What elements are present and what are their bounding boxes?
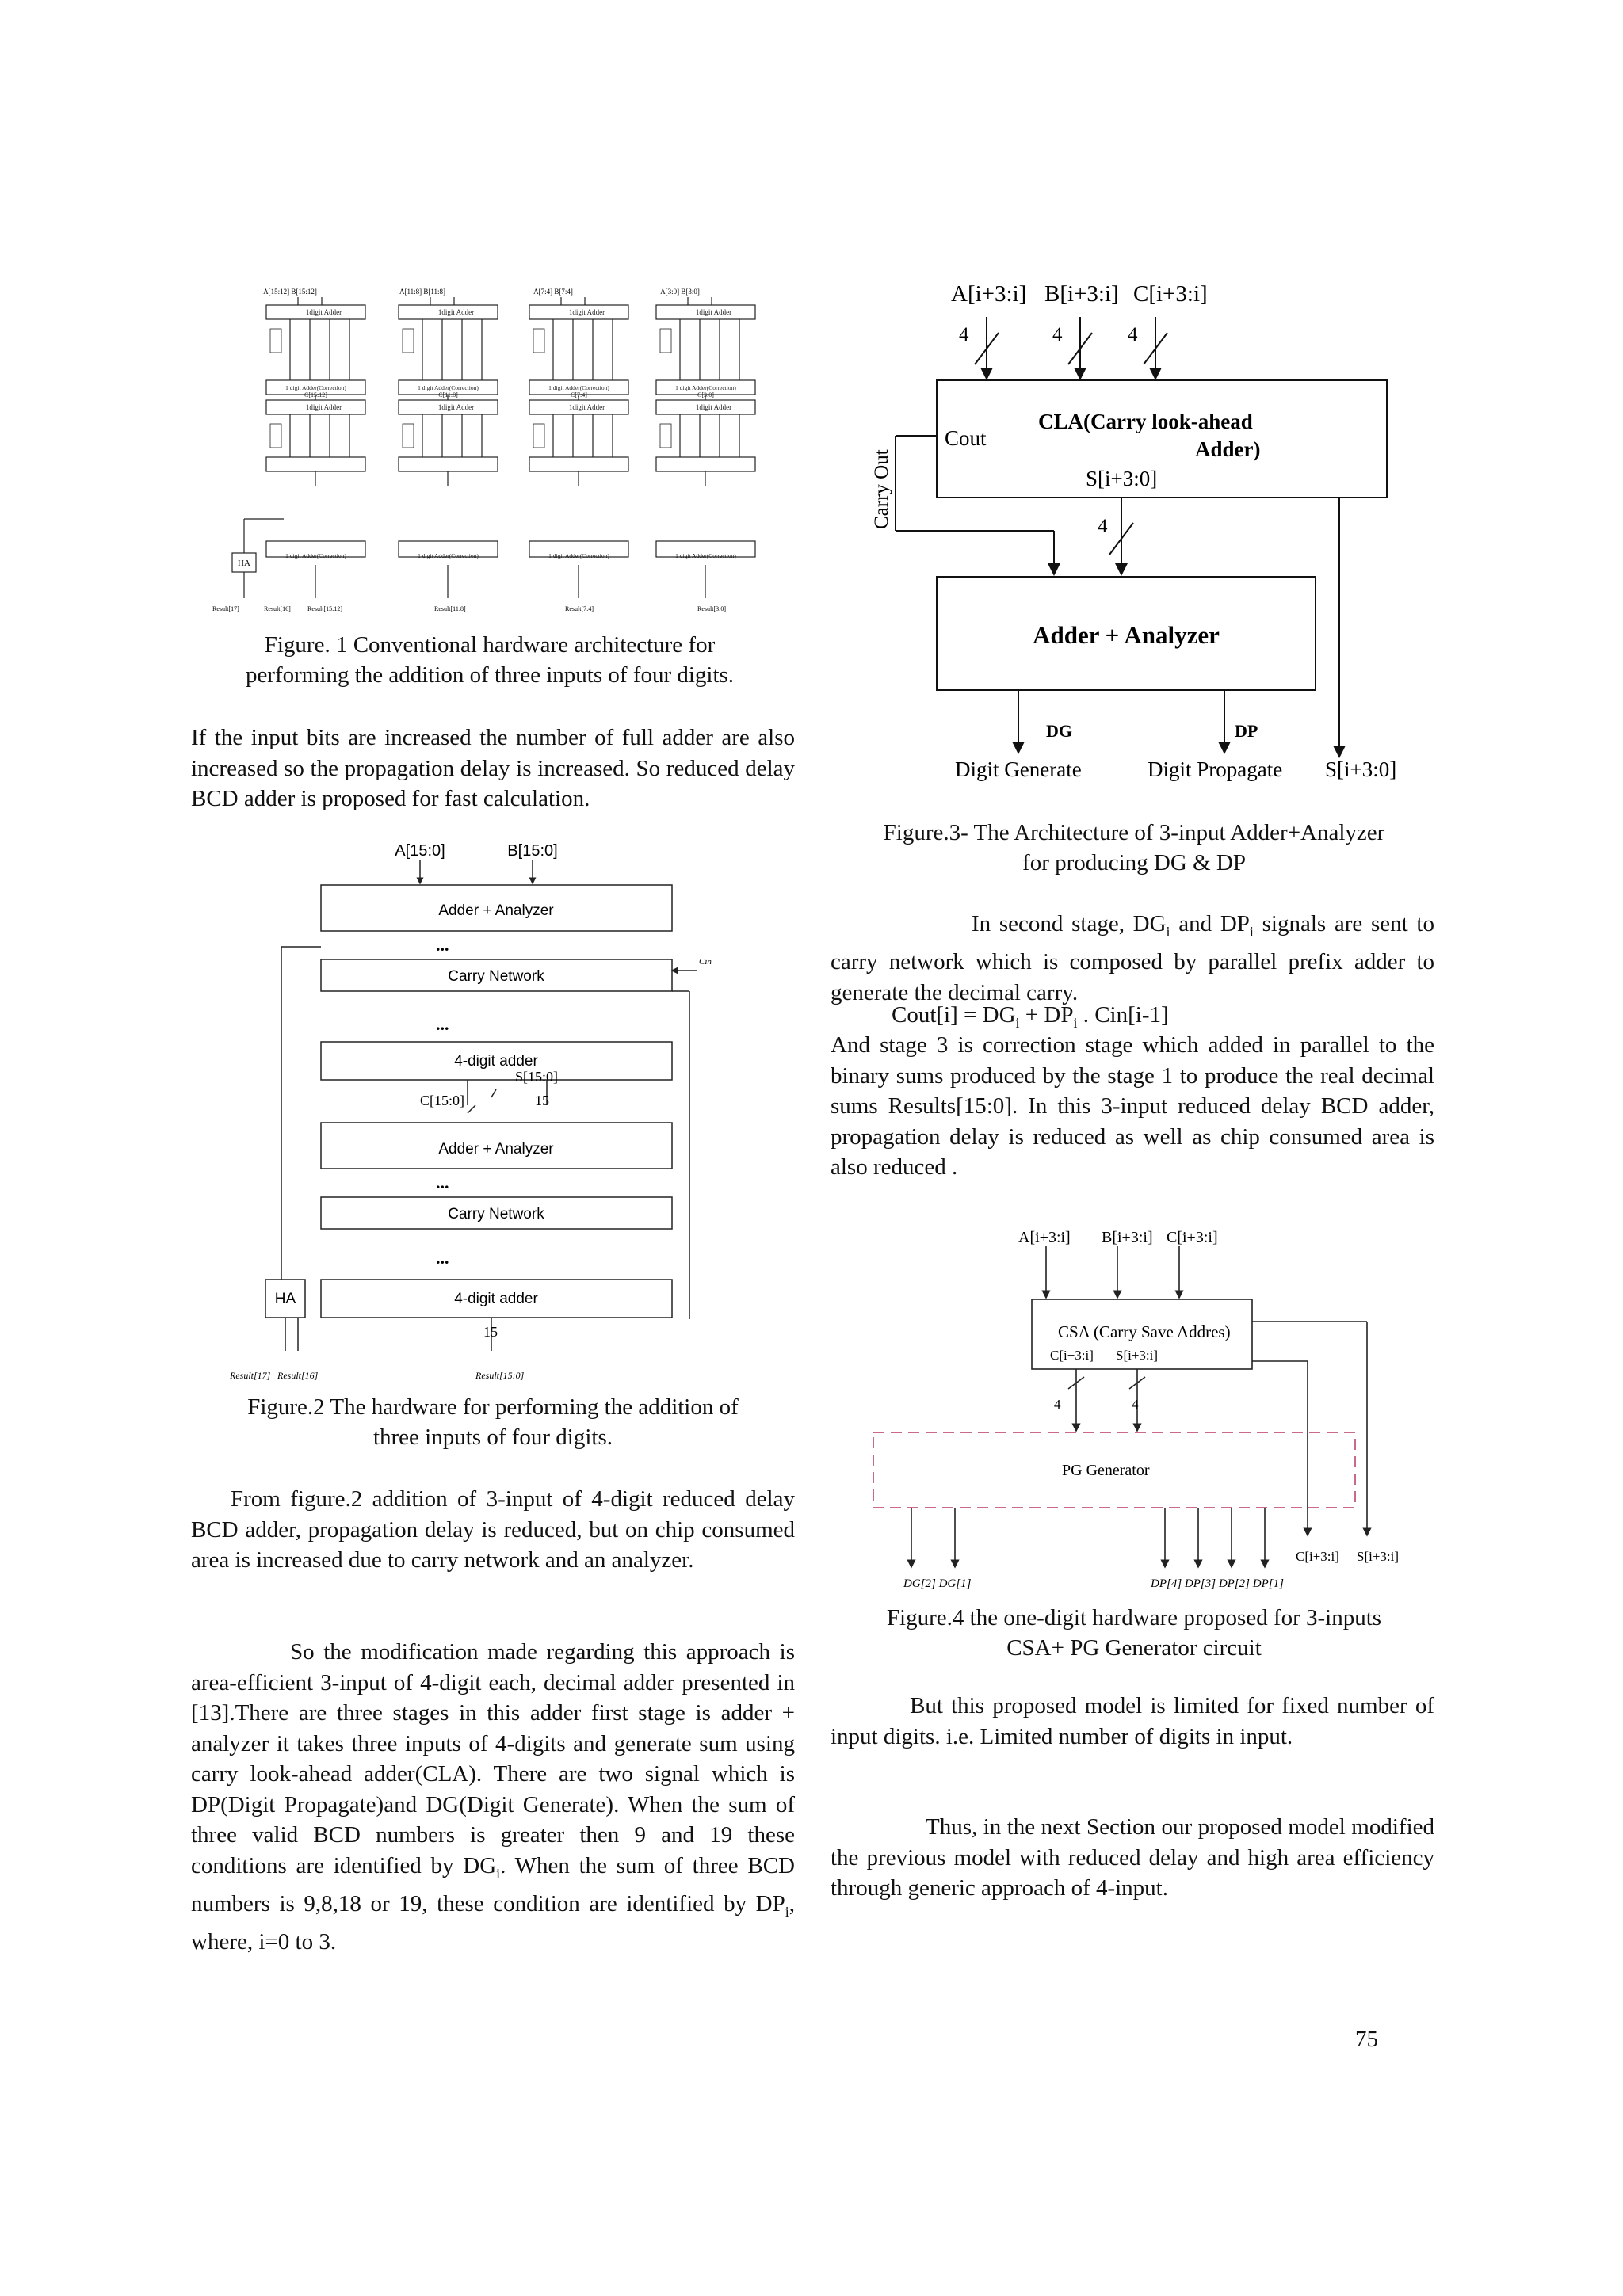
figure-4-caption — [832, 1603, 1436, 1663]
fig2-15-label-2: 15 — [483, 1324, 498, 1340]
fig1-result-16: Result[16] — [264, 605, 291, 612]
fig3-adder-analyzer-label: Adder + Analyzer — [1033, 621, 1220, 649]
fig2-result-150: Result[15:0] — [475, 1370, 525, 1381]
fig1-col1-corr-2-box — [399, 457, 498, 471]
fig1-result-17: Result[17] — [212, 605, 239, 612]
paragraph-1: If the input bits are increased the number of full adder are also increased so the propagation delay is increased. So reduced delay BCD adder is proposed for fast calculation. — [191, 725, 795, 811]
fig3-s-out-label: S[i+3:0] — [1325, 757, 1397, 781]
fig2-s-label: S[15:0] — [515, 1069, 558, 1085]
paragraph-5: And stage 3 is correction stage which added in parallel to the binary sums produced by the stage 1 to produce the real decimal sums Results[15:0]. In this 3-input reduced delay BCD adder, propagation delay is reduced as well as chip consumed area is also reduced . — [831, 1032, 1434, 1180]
fig1-col2-c-label: C[7:4] — [571, 391, 587, 399]
fig4-c-label: C[i+3:i] — [1167, 1229, 1218, 1246]
fig4-s-inner: S[i+3:i] — [1116, 1348, 1159, 1363]
fig4-c-out: C[i+3:i] — [1296, 1549, 1339, 1564]
fig4-pg-label: PG Generator — [1062, 1462, 1150, 1479]
paragraph-3-tail: $_i$. When the sum of three BCD numbers is 9,8,18 or 19, these condition are identified by DP — [191, 1852, 795, 1917]
figure-2-caption-line-2: three inputs of four digits. — [372, 1425, 613, 1450]
figure-4-caption-line-2: CSA+ PG Generator circuit — [1006, 1635, 1262, 1661]
paragraph-4-a: In second stage, DG — [972, 911, 1167, 936]
fig1-col2-corr-2-box — [529, 457, 628, 471]
fig2-adder-analyzer-2: Adder + Analyzer — [438, 1141, 554, 1158]
fig3-four-c: 4 — [1128, 324, 1138, 345]
equation-cout: Cout[i] = $DG_i + DP_i$ . Cin[i-1] — [892, 1002, 1169, 1031]
fig4-c-inner: C[i+3:i] — [1050, 1348, 1094, 1363]
fig1-input-3: A[3:0] B[3:0] — [660, 288, 700, 296]
fig2-carry-network-1: Carry Network — [448, 968, 544, 985]
fig3-four-s: 4 — [1098, 516, 1108, 537]
figure-3-diagram — [864, 277, 1434, 792]
fig4-four-s: 4 — [1132, 1397, 1139, 1412]
fig3-four-b: 4 — [1052, 324, 1063, 345]
fig2-dots-3: ... — [436, 1173, 449, 1192]
fig1-col1-corr-label-1: 1 digit Adder(Correction) — [418, 552, 479, 559]
fig1-col0-corr-label-0: 1 digit Adder(Correction) — [285, 384, 346, 391]
fig1-col3-corr-label-1: 1 digit Adder(Correction) — [675, 552, 736, 559]
fig1-col1-adder-label-0: 1digit Adder — [437, 308, 475, 316]
figure-1-diagram — [197, 281, 783, 622]
figure-3-caption — [832, 818, 1436, 878]
paragraph-3 — [191, 1637, 795, 1958]
fig3-digit-generate: Digit Generate — [955, 757, 1082, 781]
paragraph-4-c: $_i$ signals are sent to carry network which is composed by parallel prefix adder to generate the decimal carry. — [831, 911, 1434, 1005]
fig1-col0-adder-label-1: 1digit Adder — [305, 403, 342, 411]
fig2-dots-1: ... — [436, 935, 449, 955]
fig1-col2-corr-label-0: 1 digit Adder(Correction) — [548, 384, 609, 391]
fig1-result-74: Result[7:4] — [565, 605, 594, 612]
fig1-result-118: Result[11:8] — [434, 605, 466, 612]
fig1-result-1512: Result[15:12] — [307, 605, 342, 612]
fig4-four-c: 4 — [1054, 1397, 1061, 1412]
fig3-dp-label: DP — [1235, 721, 1258, 741]
fig3-cla-line-1: CLA(Carry look-ahead — [1038, 410, 1253, 433]
fig3-cout-label: Cout — [945, 426, 987, 450]
fig2-15-label-1: 15 — [535, 1093, 549, 1108]
fig2-cin-label: Cin — [699, 957, 712, 967]
fig3-a-label: A[i+3:i] — [951, 281, 1027, 307]
paragraph-3-text: So the modification made regarding this approach is area-efficient 3-input of 4-digit each, decimal adder presented in [13].There are three stages in this adder first stage is adder + analyzer it takes three inputs of 4-digits and generate sum using carry look-ahead adder(CLA). There are two signal which is DP(Digit Propagate)and DG(Digit Generate). When the sum of three valid BCD numbers is greater then 9 and 19 these conditions are identified by DG — [191, 1639, 795, 1878]
fig2-adder-analyzer-1: Adder + Analyzer — [438, 902, 554, 919]
fig1-ha-label: HA — [238, 559, 250, 568]
fig1-input-0: A[15:12] B[15:12] — [263, 288, 317, 296]
fig1-col2-adder-label-1: 1digit Adder — [568, 403, 605, 411]
fig1-col0-c-label: C[15:12] — [304, 391, 327, 399]
paragraph-7: Thus, in the next Section our proposed model modified the previous model with reduced delay and high area efficiency through generic approach of 4-input. — [831, 1814, 1434, 1901]
paragraph-3-end: $_i$, where, i=0 to 3. — [191, 1890, 795, 1955]
fig2-a-label: A[15:0] — [395, 844, 445, 860]
fig2-4digit-adder-2: 4-digit adder — [454, 1291, 538, 1307]
paragraph-4-b: $_i$ and DP — [1166, 911, 1250, 940]
figure-2-caption-line-1: Figure.2 The hardware for performing the addition of — [247, 1394, 739, 1420]
fig3-s-label: S[i+3:0] — [1086, 467, 1158, 490]
fig3-carry-out-label: Carry Out — [871, 449, 892, 529]
fig2-carry-network-2: Carry Network — [448, 1206, 544, 1222]
fig1-col3-adder-label-1: 1digit Adder — [695, 403, 732, 411]
fig1-result-30: Result[3:0] — [697, 605, 726, 612]
fig1-col0-adder-label-0: 1digit Adder — [305, 308, 342, 316]
fig1-col2-adder-label-0: 1digit Adder — [568, 308, 605, 316]
fig2-dots-4: ... — [436, 1248, 449, 1268]
figure-3-caption-line-1: Figure.3- The Architecture of 3-input Adder+Analyzer — [883, 820, 1385, 845]
fig2-result-16: Result[16] — [277, 1370, 319, 1381]
fig4-a-label: A[i+3:i] — [1018, 1229, 1071, 1246]
fig3-four-a: 4 — [959, 324, 969, 345]
fig3-b-label: B[i+3:i] — [1044, 281, 1119, 307]
figure-4 — [864, 1226, 1434, 1599]
fig4-csa-label: CSA (Carry Save Addres) — [1058, 1322, 1231, 1341]
fig1-col2-corr-label-1: 1 digit Adder(Correction) — [548, 552, 609, 559]
fig4-b-label: B[i+3:i] — [1102, 1229, 1153, 1246]
figure-3-caption-line-2: for producing DG & DP — [1022, 850, 1246, 875]
fig1-col1-c-label: C[11:8] — [438, 391, 458, 399]
fig3-dg-label: DG — [1046, 721, 1072, 741]
fig4-dg-label: DG[2] DG[1] — [903, 1577, 972, 1590]
fig2-result-17: Result[17] — [230, 1370, 271, 1381]
fig4-dp-label: DP[4] DP[3] DP[2] DP[1] — [1151, 1577, 1284, 1590]
fig1-col1-corr-label-0: 1 digit Adder(Correction) — [418, 384, 479, 391]
fig1-col0-corr-label-1: 1 digit Adder(Correction) — [285, 552, 346, 559]
figure-4-caption-line-1: Figure.4 the one-digit hardware proposed for 3-inputs — [886, 1605, 1382, 1630]
fig1-input-2: A[7:4] B[7:4] — [533, 288, 573, 296]
figure-1 — [197, 281, 783, 622]
figure-3 — [864, 277, 1434, 792]
fig1-col1-adder-label-1: 1digit Adder — [437, 403, 475, 411]
paragraph-6: But this proposed model is limited for fixed number of input digits. i.e. Limited number of digits in input. — [831, 1693, 1434, 1749]
fig1-col0-corr-2-box — [266, 457, 365, 471]
figure-4-diagram — [864, 1226, 1434, 1599]
figure-2 — [222, 844, 713, 1383]
figure-1-caption-line-1: Figure. 1 Conventional hardware architecture for — [264, 632, 716, 658]
fig4-s-out: S[i+3:i] — [1357, 1549, 1400, 1564]
fig1-col3-adder-label-0: 1digit Adder — [695, 308, 732, 316]
figure-1-caption-line-2: performing the addition of three inputs of four digits. — [245, 662, 735, 688]
fig3-c-label: C[i+3:i] — [1133, 281, 1208, 307]
fig2-ha-label: HA — [274, 1291, 296, 1307]
page-number: 75 — [1355, 2027, 1378, 2052]
fig2-b-label: B[15:0] — [507, 844, 558, 860]
fig1-col3-corr-label-0: 1 digit Adder(Correction) — [675, 384, 736, 391]
paragraph-4 — [831, 909, 1434, 1008]
fig3-cla-line-2: Adder) — [1195, 437, 1261, 461]
figure-2-diagram — [222, 844, 713, 1383]
fig1-col3-corr-2-box — [656, 457, 755, 471]
fig1-input-1: A[11:8] B[11:8] — [399, 288, 446, 296]
fig3-digit-propagate: Digit Propagate — [1148, 757, 1283, 781]
figure-2-caption — [191, 1392, 795, 1452]
fig2-c-label: C[15:0] — [420, 1093, 464, 1108]
figure-1-caption — [197, 630, 783, 690]
fig2-dots-2: ... — [436, 1014, 449, 1034]
fig2-4digit-adder-1: 4-digit adder — [454, 1053, 538, 1070]
paragraph-2: From figure.2 addition of 3-input of 4-digit reduced delay BCD adder, propagation delay is reduced, but on chip consumed area is increased due to carry network and an analyzer. — [191, 1486, 795, 1573]
fig1-col3-c-label: C[3:0] — [697, 391, 714, 399]
